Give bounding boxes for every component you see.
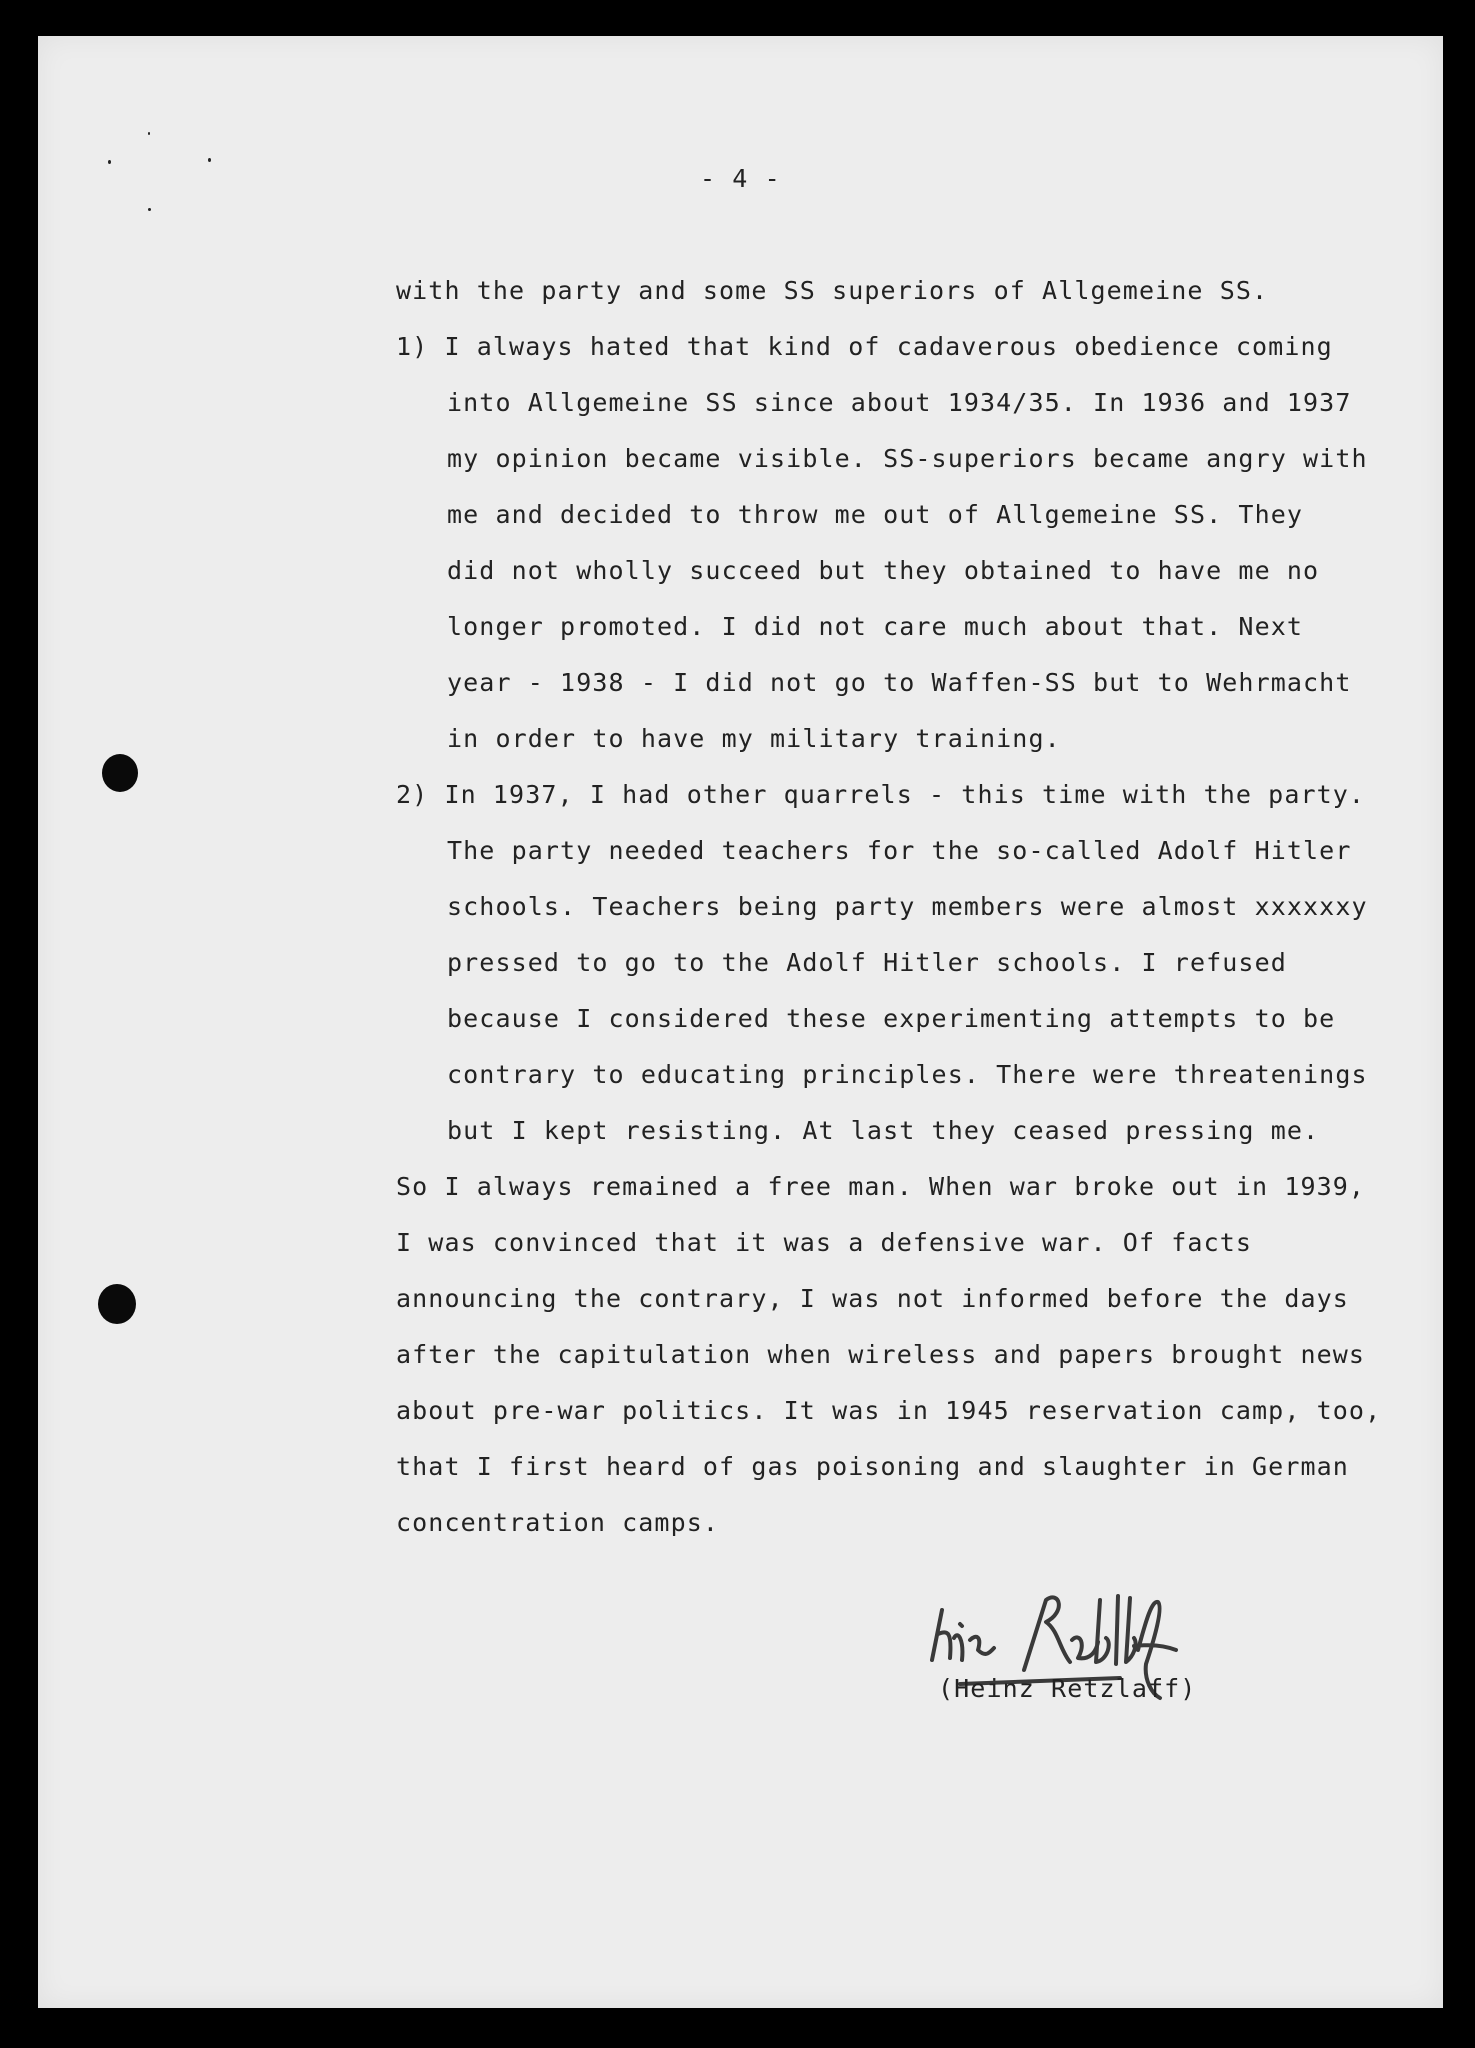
punch-hole-top: [102, 754, 138, 792]
text-line: So I always remained a free man. When war broke out in 1939,: [396, 1172, 1366, 1201]
speck-mark: [148, 208, 151, 211]
text-line: I was convinced that it was a defensive war. Of facts: [396, 1228, 1253, 1257]
text-line: but I kept resisting. At last they ceased pressing me.: [447, 1116, 1320, 1145]
text-line: that I first heard of gas poisoning and slaughter in German: [396, 1452, 1349, 1481]
speck-mark: [108, 160, 111, 164]
page-number: - 4 -: [700, 164, 781, 193]
text-line: about pre-war politics. It was in 1945 reservation camp, too,: [396, 1396, 1382, 1425]
text-line: concentration camps.: [396, 1508, 720, 1537]
text-line: with the party and some SS superiors of Allgemeine SS.: [396, 276, 1269, 305]
speck-mark: [148, 132, 150, 135]
text-line: pressed to go to the Adolf Hitler schools. I refused: [447, 948, 1287, 977]
text-line: after the capitulation when wireless and papers brought news: [396, 1340, 1366, 1369]
text-line: The party needed teachers for the so-called Adolf Hitler: [447, 836, 1352, 865]
text-line: into Allgemeine SS since about 1934/35. In 1936 and 1937: [447, 388, 1352, 417]
text-line: my opinion became visible. SS-superiors became angry with: [447, 444, 1368, 473]
text-line: contrary to educating principles. There were threatenings: [447, 1060, 1368, 1089]
text-line: year - 1938 - I did not go to Waffen-SS but to Wehrmacht: [447, 668, 1352, 697]
text-line: 2) In 1937, I had other quarrels - this time with the party.: [396, 780, 1366, 809]
punch-hole-bottom: [98, 1284, 136, 1324]
text-line: 1) I always hated that kind of cadaverous obedience coming: [396, 332, 1333, 361]
signatory-name: (Heinz Retzlaff): [938, 1674, 1197, 1703]
text-line: because I considered these experimenting attempts to be: [447, 1004, 1336, 1033]
text-line: schools. Teachers being party members were almost xxxxxxy: [447, 892, 1368, 921]
text-line: me and decided to throw me out of Allgemeine SS. They: [447, 500, 1304, 529]
speck-mark: [208, 158, 211, 162]
text-line: announcing the contrary, I was not informed before the days: [396, 1284, 1349, 1313]
text-line: longer promoted. I did not care much about that. Next: [447, 612, 1304, 641]
text-line: in order to have my military training.: [447, 724, 1061, 753]
text-line: did not wholly succeed but they obtained to have me no: [447, 556, 1320, 585]
